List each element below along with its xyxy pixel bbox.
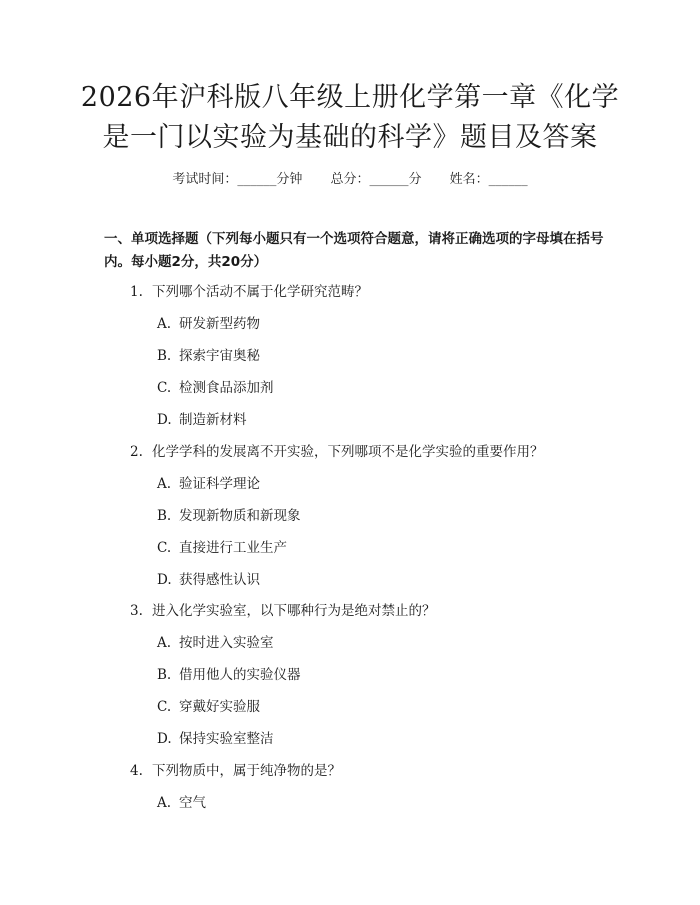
option-letter: C. [157,540,172,556]
option-text: 保持实验室整洁 [179,731,274,747]
option-3b [157,665,301,685]
question-number: 1. [130,284,143,300]
student-name-field: 姓名：______ [449,172,528,187]
option-text: 验证科学理论 [179,476,260,492]
option-3d [157,729,274,749]
question-text: 下列物质中，属于纯净物的是？ [152,763,341,779]
option-text: 按时进入实验室 [179,635,274,651]
option-text: 研发新型药物 [179,316,260,332]
option-4a [157,793,206,813]
question-text: 化学学科的发展离不开实验，下列哪项不是化学实验的重要作用？ [152,444,544,460]
option-1d [157,410,247,430]
option-letter: A. [157,635,172,651]
title-line-2: 是一门以实验为基础的科学》题目及答案 [102,122,598,153]
exam-meta-line [0,168,700,187]
option-2b [157,506,301,526]
option-letter: D. [157,412,172,428]
option-text: 检测食品添加剂 [179,380,274,396]
option-text: 直接进行工业生产 [179,540,287,556]
option-letter: B. [157,667,172,683]
option-letter: A. [157,316,172,332]
document-title [60,78,640,158]
option-text: 获得感性认识 [179,572,260,588]
option-2d [157,570,260,590]
option-text: 探索宇宙奥秘 [179,348,260,364]
option-text: 空气 [179,795,206,811]
section-heading: 一、单项选择题（下列每小题只有一个选项符合题意，请将正确选项的字母填在括号内。每小题2分，共20分） [104,231,604,270]
question-4 [130,761,341,781]
option-2a [157,474,260,494]
option-letter: A. [157,795,172,811]
question-number: 3. [130,603,143,619]
option-letter: C. [157,380,172,396]
option-letter: B. [157,348,172,364]
question-text: 下列哪个活动不属于化学研究范畴？ [152,284,368,300]
question-number: 2. [130,444,143,460]
option-letter: A. [157,476,172,492]
option-letter: B. [157,508,172,524]
exam-time-field: 考试时间：______分钟 [172,172,303,187]
question-1 [130,282,368,302]
option-text: 借用他人的实验仪器 [179,667,301,683]
option-3a [157,633,274,653]
question-2 [130,442,544,462]
option-text: 制造新材料 [179,412,247,428]
option-1c [157,378,274,398]
total-score-field: 总分：______分 [330,172,422,187]
option-letter: D. [157,731,172,747]
question-number: 4. [130,763,143,779]
title-line-1: 2026年沪科版八年级上册化学第一章《化学 [80,82,620,113]
question-3 [130,601,436,621]
option-text: 发现新物质和新现象 [179,508,301,524]
option-2c [157,538,287,558]
question-text: 进入化学实验室，以下哪种行为是绝对禁止的？ [152,603,436,619]
option-text: 穿戴好实验服 [179,699,260,715]
option-letter: C. [157,699,172,715]
option-3c [157,697,260,717]
option-letter: D. [157,572,172,588]
option-1a [157,314,260,334]
option-1b [157,346,260,366]
